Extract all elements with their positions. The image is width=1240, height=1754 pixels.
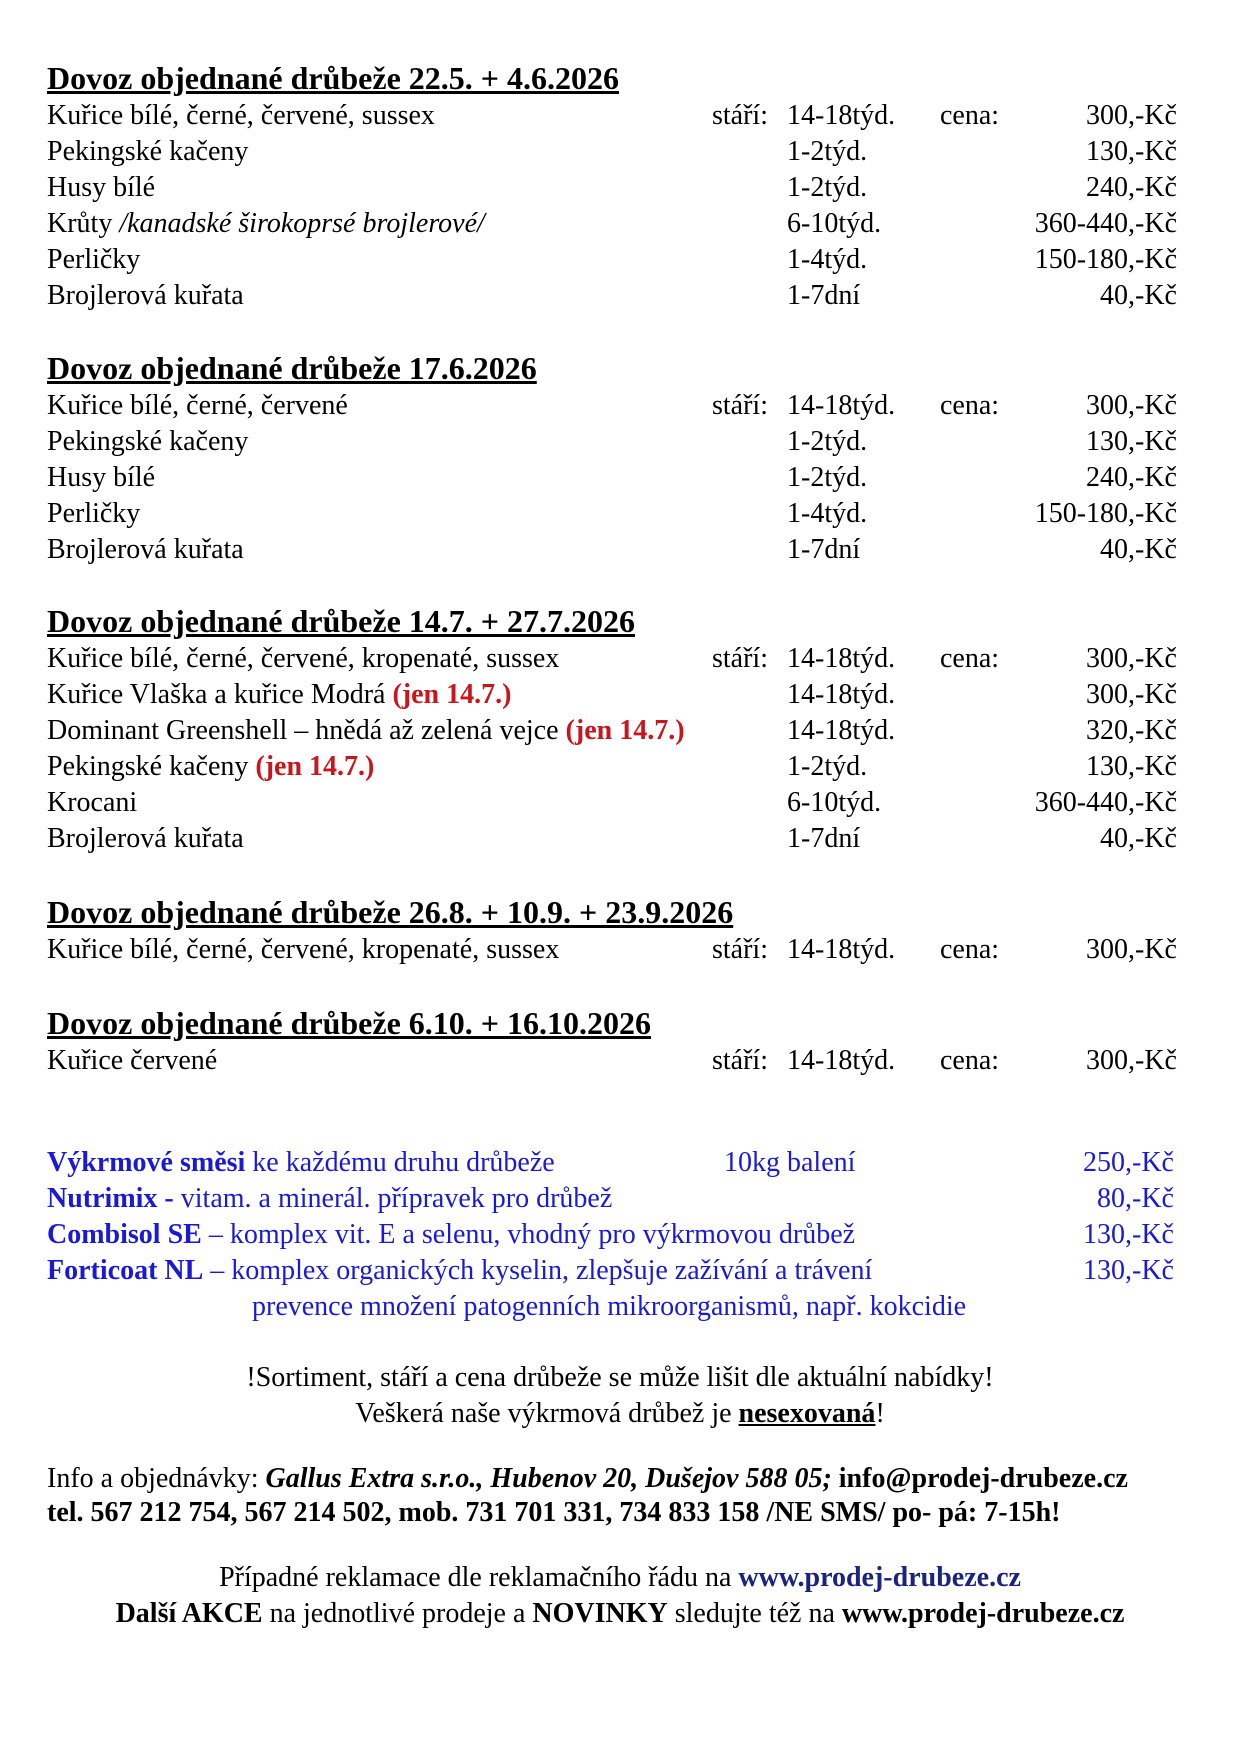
contact-phones: tel. 567 212 754, 567 214 502, mob. 731 701 331, 734 833 158 /NE SMS/ po- pá: 7-15h! <box>47 1497 1061 1528</box>
poultry-row <box>47 460 1197 496</box>
section-heading: Dovoz objednané drůbeže 22.5. + 4.6.2026 <box>47 60 619 96</box>
poultry-price: 300,-Kč <box>1086 1045 1177 1076</box>
poultry-name: Krocani <box>47 787 138 818</box>
poultry-age: 1-2týd. <box>787 426 868 457</box>
contact-prefix: Info a objednávky: <box>47 1463 266 1494</box>
poultry-age: 1-4týd. <box>787 498 868 529</box>
poultry-price: 40,-Kč <box>1100 823 1177 854</box>
poultry-price: 240,-Kč <box>1086 462 1177 493</box>
poultry-age: 14-18týd. <box>787 1045 896 1076</box>
poultry-age: 6-10týd. <box>787 787 882 818</box>
poultry-note: /kanadské širokoprsé brojlerové/ <box>119 208 485 239</box>
poultry-name: Perličky <box>47 244 141 275</box>
poultry-age: 14-18týd. <box>787 715 896 746</box>
poultry-row <box>47 821 1197 857</box>
poultry-name: Kuřice bílé, černé, červené, kropenaté, sussex <box>47 643 560 674</box>
price-label: cena: <box>940 643 1000 674</box>
poultry-age: 14-18týd. <box>787 643 896 674</box>
poultry-row <box>47 170 1197 206</box>
product-extra-line <box>47 1289 1197 1325</box>
notice-line-1: !Sortiment, stáří a cena drůbeže se může lišit dle aktuální nabídky! <box>246 1362 994 1393</box>
poultry-age: 1-4týd. <box>787 244 868 275</box>
poultry-row <box>47 424 1197 460</box>
product-package: 10kg balení <box>724 1147 856 1178</box>
poultry-name: Pekingské kačeny (jen 14.7.) <box>47 751 375 782</box>
section-heading: Dovoz objednané drůbeže 6.10. + 16.10.2026 <box>47 1005 651 1041</box>
footer-akce: Další AKCE <box>115 1598 263 1629</box>
poultry-age: 1-2týd. <box>787 462 868 493</box>
poultry-price: 320,-Kč <box>1086 715 1177 746</box>
product-name: Forticoat NL – komplex organických kyselin, zlepšuje zažívání a trávení <box>47 1255 873 1286</box>
age-label: stáří: <box>712 1045 768 1076</box>
poultry-row <box>47 278 1197 314</box>
company-address: Gallus Extra s.r.o., Hubenov 20, Dušejov 588 05; <box>265 1463 832 1494</box>
availability-note: (jen 14.7.) <box>255 751 375 782</box>
poultry-age: 14-18týd. <box>787 934 896 965</box>
poultry-row <box>47 242 1197 278</box>
product-price: 130,-Kč <box>1083 1219 1174 1250</box>
notice-emphasis: nesexovaná <box>738 1398 876 1429</box>
poultry-age: 14-18týd. <box>787 100 896 131</box>
poultry-row <box>47 206 1197 242</box>
product-price: 80,-Kč <box>1097 1183 1174 1214</box>
poultry-price: 130,-Kč <box>1086 136 1177 167</box>
poultry-price: 40,-Kč <box>1100 280 1177 311</box>
product-row <box>47 1181 1197 1217</box>
price-label: cena: <box>940 1045 1000 1076</box>
poultry-row <box>47 134 1197 170</box>
age-label: stáří: <box>712 934 768 965</box>
section-2 <box>47 350 1197 568</box>
notice-end: ! <box>875 1398 885 1429</box>
poultry-row <box>47 496 1197 532</box>
poultry-name: Kuřice červené <box>47 1045 218 1076</box>
poultry-price: 360-440,-Kč <box>1034 208 1177 239</box>
section-heading: Dovoz objednané drůbeže 26.8. + 10.9. + 23.9.2026 <box>47 894 734 930</box>
poultry-age: 1-2týd. <box>787 136 868 167</box>
poultry-name: Pekingské kačeny <box>47 136 249 167</box>
poultry-price: 130,-Kč <box>1086 426 1177 457</box>
poultry-price: 300,-Kč <box>1086 100 1177 131</box>
poultry-price: 300,-Kč <box>1086 390 1177 421</box>
product-extra-text: prevence množení patogenních mikroorganismů, např. kokcidie <box>252 1291 967 1322</box>
product-row <box>47 1145 1197 1181</box>
contact-email[interactable]: info@prodej-drubeze.cz <box>831 1463 1128 1494</box>
poultry-age: 1-2týd. <box>787 751 868 782</box>
poultry-row <box>47 932 1197 968</box>
poultry-price: 360-440,-Kč <box>1034 787 1177 818</box>
poultry-price: 300,-Kč <box>1086 643 1177 674</box>
poultry-age: 1-7dní <box>787 534 861 565</box>
product-price: 130,-Kč <box>1083 1255 1174 1286</box>
poultry-row <box>47 785 1197 821</box>
website-link[interactable]: www.prodej-drubeze.cz <box>738 1562 1021 1593</box>
poultry-age: 1-7dní <box>787 280 861 311</box>
poultry-age: 14-18týd. <box>787 390 896 421</box>
poultry-name: Brojlerová kuřata <box>47 534 244 565</box>
product-row <box>47 1217 1197 1253</box>
notice-text: Veškerá naše výkrmová drůbež je <box>355 1398 739 1429</box>
poultry-name: Pekingské kačeny <box>47 426 249 457</box>
poultry-name: Husy bílé <box>47 462 156 493</box>
section-4 <box>47 894 1197 968</box>
price-label: cena: <box>940 100 1000 131</box>
poultry-age: 14-18týd. <box>787 679 896 710</box>
website-link[interactable]: www.prodej-drubeze.cz <box>841 1598 1125 1629</box>
product-name: Výkrmové směsi ke každému druhu drůbeže <box>47 1147 555 1178</box>
product-name: Nutrimix - vitam. a minerál. přípravek pro drůbež <box>47 1183 613 1214</box>
age-label: stáří: <box>712 100 768 131</box>
poultry-price: 240,-Kč <box>1086 172 1177 203</box>
poultry-name: Brojlerová kuřata <box>47 280 244 311</box>
poultry-price: 150-180,-Kč <box>1034 498 1177 529</box>
poultry-name: Kuřice Vlaška a kuřice Modrá (jen 14.7.) <box>47 679 512 710</box>
poultry-row <box>47 98 1197 134</box>
section-1 <box>47 60 1197 314</box>
poultry-name: Husy bílé <box>47 172 156 203</box>
availability-note: (jen 14.7.) <box>392 679 512 710</box>
footer-line-1 <box>0 1560 1240 1596</box>
poultry-name: Perličky <box>47 498 141 529</box>
poultry-name: Brojlerová kuřata <box>47 823 244 854</box>
availability-note: (jen 14.7.) <box>565 715 685 746</box>
product-name: Combisol SE – komplex vit. E a selenu, vhodný pro výkrmovou drůbež <box>47 1219 856 1250</box>
poultry-name: Krůty /kanadské širokoprsé brojlerové/ <box>47 208 485 239</box>
product-row <box>47 1253 1197 1289</box>
poultry-name: Dominant Greenshell – hnědá až zelená vejce (jen 14.7.) <box>47 715 685 746</box>
age-label: stáří: <box>712 390 768 421</box>
poultry-row <box>47 677 1197 713</box>
poultry-age: 1-7dní <box>787 823 861 854</box>
poultry-price: 300,-Kč <box>1086 679 1177 710</box>
section-heading: Dovoz objednané drůbeže 17.6.2026 <box>47 350 537 386</box>
section-5 <box>47 1005 1197 1079</box>
poultry-price: 40,-Kč <box>1100 534 1177 565</box>
poultry-row <box>47 532 1197 568</box>
poultry-name: Kuřice bílé, černé, červené, kropenaté, sussex <box>47 934 560 965</box>
poultry-row <box>47 749 1197 785</box>
poultry-age: 6-10týd. <box>787 208 882 239</box>
poultry-price: 300,-Kč <box>1086 934 1177 965</box>
poultry-price: 150-180,-Kč <box>1034 244 1177 275</box>
poultry-name: Kuřice bílé, černé, červené, sussex <box>47 100 435 131</box>
poultry-age: 1-2týd. <box>787 172 868 203</box>
price-label: cena: <box>940 934 1000 965</box>
poultry-row <box>47 641 1197 677</box>
poultry-name: Kuřice bílé, černé, červené <box>47 390 348 421</box>
footer-text: sledujte též na <box>667 1598 842 1629</box>
product-price: 250,-Kč <box>1083 1147 1174 1178</box>
poultry-price: 130,-Kč <box>1086 751 1177 782</box>
contact-line <box>47 1462 1207 1496</box>
footer-text: Případné reklamace dle reklamačního řádu na <box>219 1562 739 1593</box>
footer-novinky: NOVINKY <box>532 1598 668 1629</box>
section-3 <box>47 603 1197 857</box>
age-label: stáří: <box>712 643 768 674</box>
supplements-list <box>47 1145 1197 1325</box>
footer-text: na jednotlivé prodeje a <box>262 1598 533 1629</box>
section-heading: Dovoz objednané drůbeže 14.7. + 27.7.2026 <box>47 603 635 639</box>
poultry-row <box>47 388 1197 424</box>
poultry-row <box>47 713 1197 749</box>
poultry-row <box>47 1043 1197 1079</box>
footer-line-2 <box>0 1596 1240 1632</box>
price-label: cena: <box>940 390 1000 421</box>
notice-line-2 <box>0 1396 1240 1432</box>
